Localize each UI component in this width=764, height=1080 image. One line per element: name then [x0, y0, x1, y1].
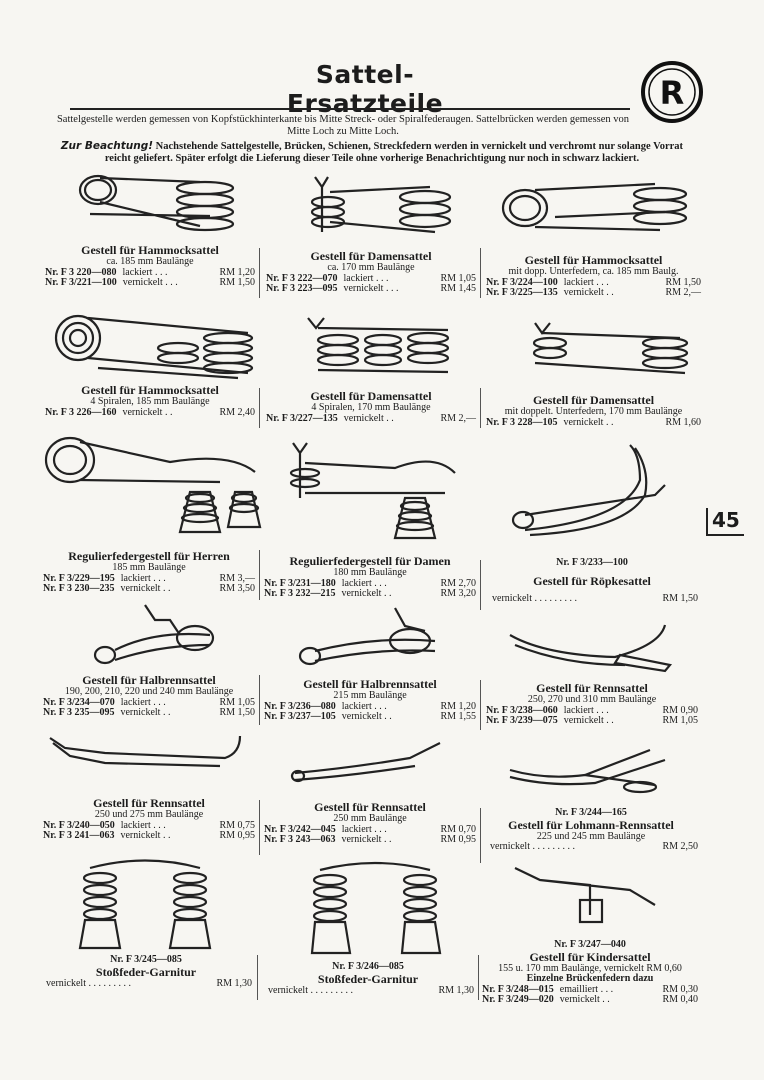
item-name: Gestell für Lohmann-Rennsattel — [508, 817, 674, 832]
item-block — [40, 955, 252, 989]
item-finish: lackiert . . . — [120, 819, 166, 831]
item-length: 4 Spiralen, 170 mm Baulänge — [311, 402, 431, 413]
item-price: RM 1,05 — [440, 272, 476, 284]
item-finish: vernickelt . . — [120, 830, 171, 841]
racing-frame-2-illustration — [45, 728, 250, 778]
item-name: Gestell für Hammocksattel — [524, 253, 663, 267]
item-finish: vernickelt . . — [563, 287, 614, 298]
item-number: Nr. F 3 235—095 — [43, 707, 115, 718]
item-name: Regulierfedergestell für Damen — [289, 554, 451, 568]
item-number: Nr. F 3/224—100 — [486, 276, 558, 288]
item-number: Nr. F 3/240—050 — [43, 819, 115, 831]
item-name: Gestell für Hammocksattel — [81, 383, 219, 397]
regulating-spring-frame-ladies-illustration — [285, 438, 460, 543]
item-length: 250, 270 und 310 mm Baulänge — [527, 694, 657, 705]
item-finish: lackiert . . . — [120, 696, 166, 708]
note-text: Nachstehende Sattelgestelle, Brücken, Schienen, Streckfedern werden in vernickelt und verchromt nur solange Vorrat reicht geliefert. Später erfolgt die Lieferung dieser Teile ohne vorherige Benachrichtigung nur noch in schwarz lackiert. — [104, 141, 684, 164]
hammock-frame-illustration — [60, 168, 240, 240]
item-block — [486, 682, 698, 727]
item-number: Nr. F 3/249—020 — [482, 994, 554, 1005]
item-finish: vernickelt . . — [343, 412, 394, 424]
item-finish: vernickelt . . — [122, 406, 173, 418]
item-block — [262, 962, 474, 996]
item-number: Nr. F 3 232—215 — [264, 588, 336, 599]
column-divider — [480, 680, 481, 730]
title-rule — [70, 108, 630, 110]
item-length: 155 u. 170 mm Baulänge, vernickelt RM 0,60 — [498, 962, 682, 974]
item-price-row — [266, 414, 476, 425]
item-number: Nr. F 3/238—060 — [486, 704, 558, 716]
item-finish: vernickelt . . — [563, 715, 614, 726]
item-length: 225 und 245 mm Baulänge — [536, 830, 646, 842]
item-price-row — [484, 842, 698, 853]
item-price-row — [264, 835, 476, 846]
item-price: RM 0,70 — [440, 823, 476, 835]
item-name: Gestell für Damensattel — [310, 249, 432, 263]
column-divider — [259, 388, 260, 428]
half-racing-frame-2-illustration — [295, 606, 445, 671]
column-divider — [259, 675, 260, 725]
item-name: Gestell für Rennsattel — [314, 800, 426, 814]
item-number: Nr. F 3 226—160 — [45, 406, 117, 418]
childrens-frame-illustration — [510, 860, 660, 940]
item-block — [486, 558, 698, 604]
item-block — [43, 550, 255, 595]
item-name: Gestell für Röpkesattel — [533, 573, 651, 588]
item-finish: lackiert . . . — [341, 577, 387, 589]
item-name: Gestell für Hammocksattel — [81, 243, 219, 257]
ladies-frame-illustration — [300, 172, 460, 242]
item-price: RM 1,50 — [662, 592, 698, 604]
item-price-row — [486, 716, 698, 727]
item-number: Nr. F 3/242—045 — [264, 823, 336, 835]
item-number: Nr. F 3/229—195 — [43, 572, 115, 584]
item-finish: vernickelt . . — [120, 583, 171, 594]
roepke-frame-illustration — [505, 440, 675, 545]
item-length: 190, 200, 210, 220 und 240 mm Baulänge — [64, 686, 234, 697]
item-number: Nr. F 3 222—070 — [266, 272, 338, 284]
item-price: RM 1,50 — [665, 276, 701, 288]
item-finish: lackiert . . . — [120, 572, 166, 584]
item-finish: vernickelt . . . . . . . . . — [46, 977, 131, 989]
item-number: Nr. F 3/231—180 — [264, 577, 336, 589]
item-price-row — [43, 708, 255, 719]
item-price: RM 1,05 — [219, 696, 255, 708]
item-name: Gestell für Halbrennsattel — [303, 677, 437, 691]
brand-logo — [640, 60, 704, 124]
item-price-row — [486, 418, 701, 429]
item-block — [264, 801, 476, 846]
item-number: Nr. F 3/248—015 — [482, 983, 554, 995]
item-number: Nr. F 3 223—095 — [266, 283, 338, 294]
item-price-row — [43, 584, 255, 595]
item-name: Stoßfeder-Garnitur — [95, 964, 197, 979]
item-price-row — [486, 594, 698, 605]
item-length: 180 mm Baulänge — [333, 567, 407, 578]
item-price-row — [43, 831, 255, 842]
item-finish: lackiert . . . — [122, 266, 168, 278]
item-name: Gestell für Rennsattel — [536, 681, 648, 695]
shock-spring-set-2-illustration — [300, 858, 450, 958]
half-racing-frame-1-illustration — [85, 600, 225, 670]
item-price: RM 1,05 — [662, 715, 698, 726]
item-number-top: Nr. F 3/246—085 — [332, 961, 404, 972]
page-number: 45 — [706, 508, 744, 536]
item-length: 215 mm Baulänge — [333, 690, 407, 701]
item-price: RM 0,95 — [440, 834, 476, 845]
column-divider — [478, 955, 479, 1000]
item-block — [486, 254, 701, 299]
item-price-row — [264, 589, 476, 600]
item-number-top: Nr. F 3/233—100 — [556, 557, 628, 568]
item-finish: lackiert . . . — [563, 704, 609, 716]
item-block — [484, 808, 698, 853]
item-number: Nr. F 3 220—080 — [45, 266, 117, 278]
item-price: RM 1,20 — [440, 700, 476, 712]
item-finish: vernickelt . . — [559, 994, 610, 1005]
item-price: RM 1,30 — [216, 977, 252, 989]
item-price: RM 0,95 — [219, 830, 255, 841]
regulating-spring-frame-men-illustration — [40, 432, 270, 537]
item-finish: vernickelt . . . . . . . . . — [268, 984, 353, 996]
item-block — [482, 940, 698, 1006]
item-block — [43, 674, 255, 719]
item-subheading: Einzelne Brückenfedern dazu — [526, 973, 654, 984]
item-length: 185 mm Baulänge — [112, 562, 186, 573]
item-block — [45, 384, 255, 418]
hammock-double-frame-illustration — [495, 172, 695, 244]
racing-frame-3-illustration — [290, 738, 450, 788]
item-price-row — [264, 712, 476, 723]
item-finish: vernickelt . . . — [343, 283, 399, 294]
item-number: Nr. F 3/234—070 — [43, 696, 115, 708]
item-name: Stoßfeder-Garnitur — [317, 971, 419, 986]
column-divider — [480, 808, 481, 863]
item-finish: lackiert . . . — [341, 700, 387, 712]
item-price-row — [45, 278, 255, 289]
item-finish: vernickelt . . — [341, 834, 392, 845]
item-block — [266, 390, 476, 424]
lohmann-racing-frame-illustration — [505, 745, 680, 800]
item-price-row — [266, 284, 476, 295]
item-price-row — [262, 986, 474, 997]
item-price: RM 2,50 — [662, 841, 698, 852]
item-finish: vernickelt . . . . . . . . . — [492, 592, 577, 604]
item-number-top: Nr. F 3/245—085 — [110, 954, 182, 965]
column-divider — [259, 248, 260, 298]
shock-spring-set-1-illustration — [70, 858, 220, 958]
item-block — [486, 394, 701, 428]
item-finish: vernickelt . . . — [122, 277, 178, 288]
item-name: Gestell für Halbrennsattel — [82, 673, 216, 687]
item-number: Nr. F 3/225—135 — [486, 287, 558, 298]
item-price-row — [486, 288, 701, 299]
item-number: Nr. F 3 228—105 — [486, 416, 558, 428]
item-finish: emailliert . . . — [559, 983, 614, 995]
item-finish: vernickelt . . — [563, 416, 614, 428]
item-block — [43, 797, 255, 842]
item-price: RM 2,— — [665, 287, 701, 298]
item-price: RM 0,30 — [662, 983, 698, 995]
column-divider — [480, 560, 481, 610]
item-block — [264, 678, 476, 723]
brand-logo-letter: R — [659, 74, 685, 112]
item-name: Gestell für Damensattel — [532, 393, 655, 407]
item-finish: vernickelt . . — [120, 707, 171, 718]
item-number-top: Nr. F 3/244—165 — [555, 807, 627, 818]
item-price: RM 2,40 — [219, 406, 255, 418]
ladies-double-frame-illustration — [520, 318, 695, 388]
item-number: Nr. F 3 241—063 — [43, 830, 115, 841]
item-number: Nr. F 3 243—063 — [264, 834, 336, 845]
item-length: ca. 185 mm Baulänge — [106, 256, 194, 267]
column-divider — [257, 955, 258, 1000]
page-title: Sattel-Ersatzteile — [286, 60, 444, 118]
item-price-row — [40, 979, 252, 990]
racing-frame-1-illustration — [505, 615, 680, 675]
item-price-row — [45, 408, 255, 419]
intro-attention-note — [52, 140, 692, 165]
note-label: Zur Beachtung! — [60, 140, 154, 152]
item-number: Nr. F 3 230—235 — [43, 583, 115, 594]
column-divider — [259, 800, 260, 855]
item-number: Nr. F 3/239—075 — [486, 715, 558, 726]
item-block — [45, 244, 255, 289]
item-price: RM 1,60 — [665, 416, 701, 428]
item-name: Gestell für Kindersattel — [529, 949, 651, 964]
item-length: mit doppelt. Unterfedern, 170 mm Baulänge — [504, 406, 683, 417]
hammock-4-spiral-frame-illustration — [48, 308, 258, 383]
item-name: Regulierfedergestell für Herren — [68, 549, 230, 563]
item-price: RM 0,90 — [662, 704, 698, 716]
item-price: RM 1,45 — [440, 283, 476, 294]
item-number-top: Nr. F 3/247—040 — [554, 939, 626, 950]
item-price: RM 0,75 — [219, 819, 255, 831]
item-length: 250 mm Baulänge — [333, 813, 407, 824]
item-finish: vernickelt . . — [341, 711, 392, 722]
item-block — [264, 555, 476, 600]
item-price: RM 2,— — [440, 412, 476, 424]
item-finish: lackiert . . . — [343, 272, 389, 284]
item-finish: vernickelt . . . . . . . . . — [490, 841, 575, 852]
item-price: RM 0,40 — [662, 994, 698, 1005]
column-divider — [480, 388, 481, 428]
item-length: 250 und 275 mm Baulänge — [94, 809, 204, 820]
item-price: RM 1,20 — [219, 266, 255, 278]
column-divider — [480, 248, 481, 298]
item-price: RM 1,30 — [438, 984, 474, 996]
item-price: RM 1,50 — [219, 707, 255, 718]
item-price: RM 3,— — [219, 572, 255, 584]
item-finish: lackiert . . . — [341, 823, 387, 835]
item-finish: vernickelt . . — [341, 588, 392, 599]
intro-measurement-note: Sattelgestelle werden gemessen von Kopfstückhinterkante bis Mitte Streck- oder Spiralfederaugen. Sattelbrücken werden gemessen von Mitte Loch zu Mitte Loch. — [56, 114, 630, 137]
item-length: ca. 170 mm Baulänge — [327, 262, 415, 273]
item-number: Nr. F 3/236—080 — [264, 700, 336, 712]
item-number: Nr. F 3/227—135 — [266, 412, 338, 424]
item-price: RM 2,70 — [440, 577, 476, 589]
item-price-row — [482, 995, 698, 1006]
item-price: RM 1,55 — [440, 711, 476, 722]
item-number: Nr. F 3/237—105 — [264, 711, 336, 722]
item-length: 4 Spiralen, 185 mm Baulänge — [90, 396, 210, 407]
item-finish: lackiert . . . — [563, 276, 609, 288]
item-block — [266, 250, 476, 295]
item-number: Nr. F 3/221—100 — [45, 277, 117, 288]
item-price: RM 3,50 — [219, 583, 255, 594]
item-price: RM 3,20 — [440, 588, 476, 599]
ladies-4-spiral-frame-illustration — [298, 310, 463, 385]
item-name: Gestell für Damensattel — [310, 389, 432, 403]
item-length: mit dopp. Unterfedern, ca. 185 mm Baulg. — [508, 266, 679, 277]
item-name: Gestell für Rennsattel — [93, 796, 205, 810]
column-divider — [259, 550, 260, 600]
item-price: RM 1,50 — [219, 277, 255, 288]
